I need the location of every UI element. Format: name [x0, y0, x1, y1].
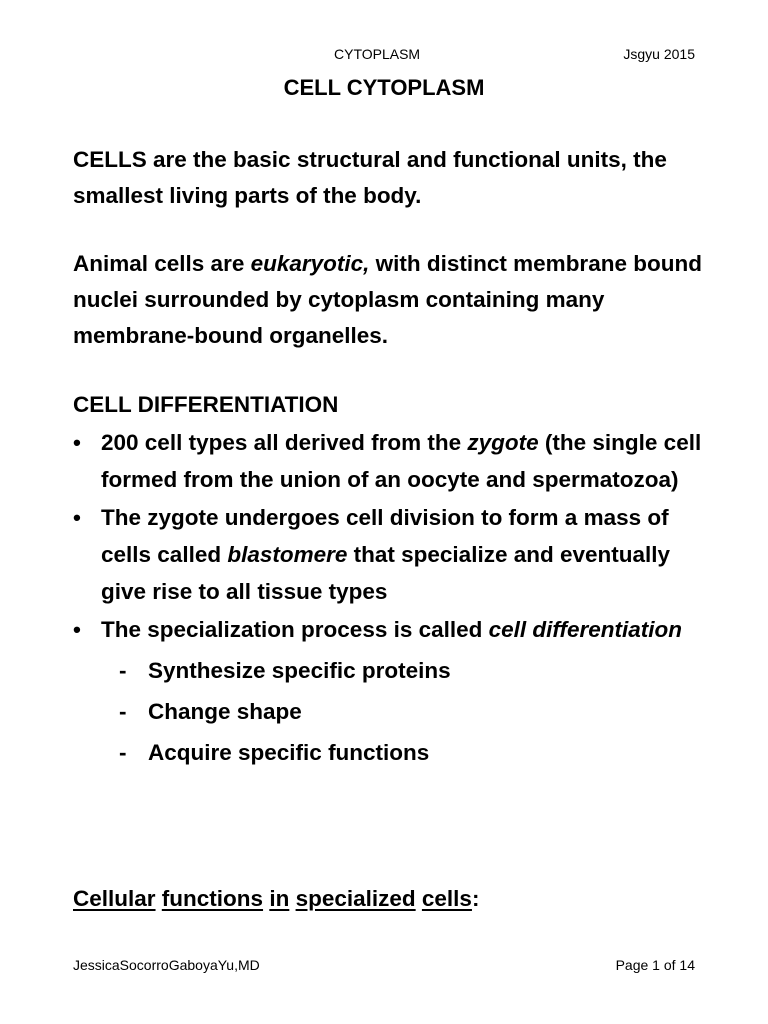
sub-bullet-item: [73, 691, 713, 732]
bullet-glyph: •: [73, 617, 81, 642]
sub-bullet-text: Acquire specific functions: [148, 740, 430, 765]
bullet-item: [73, 611, 713, 648]
sub-bullet-text: Change shape: [148, 699, 302, 724]
paragraph-cells-text: CELLS are the basic structural and functional units, the smallest living parts of the body.: [73, 147, 667, 208]
page-title: CELL CYTOPLASM: [283, 75, 485, 100]
header-title: CYTOPLASM: [334, 46, 421, 62]
paragraph-cells: [73, 142, 713, 214]
dash-glyph: -: [119, 699, 127, 724]
footer-author: JessicaSocorroGaboyaYu,MD: [73, 957, 260, 973]
bullet-glyph: •: [73, 505, 81, 530]
bullet-list: [73, 424, 713, 773]
heading-word: functions: [161, 886, 264, 911]
bullet-text: 200 cell types all derived from the: [101, 430, 468, 455]
term-eukaryotic: eukaryotic,: [250, 251, 370, 276]
heading-colon: :: [471, 886, 480, 911]
heading-word: specialized: [295, 886, 416, 911]
bullet-item: [73, 499, 713, 610]
heading-word: cells: [421, 886, 472, 911]
sub-bullet-list: [73, 650, 713, 773]
header-author-year: Jsgyu 2015: [623, 46, 695, 62]
paragraph-animal-cells-a: Animal cells are: [73, 251, 251, 276]
bullet-text: (the single cell formed from the union of an oocyte and spermatozoa): [101, 430, 702, 492]
section-heading: CELL DIFFERENTIATION: [73, 392, 339, 417]
bullet-glyph: •: [73, 430, 81, 455]
cellular-functions-heading: [73, 881, 479, 917]
bullet-term: cell differentiation: [488, 617, 683, 642]
sub-bullet-item: [73, 650, 713, 691]
dash-glyph: -: [119, 658, 127, 683]
heading-word: in: [269, 886, 290, 911]
dash-glyph: -: [119, 740, 127, 765]
paragraph-animal-cells: [73, 246, 713, 354]
bullet-text: that specialize and eventually give rise to all tissue types: [101, 542, 671, 604]
footer-page-number: Page 1 of 14: [615, 957, 695, 973]
heading-word: Cellular: [73, 886, 156, 911]
bullet-term: zygote: [467, 430, 539, 455]
bullet-text: The specialization process is called: [101, 617, 489, 642]
sub-bullet-text: Synthesize specific proteins: [148, 658, 451, 683]
bullet-term: blastomere: [227, 542, 348, 567]
sub-bullet-item: [73, 732, 713, 773]
bullet-text: The zygote undergoes cell division to form a mass of cells called: [101, 505, 669, 567]
bullet-item: [73, 424, 713, 498]
paragraph-animal-cells-c: with distinct membrane bound nuclei surrounded by cytoplasm containing many membrane-bound organelles.: [73, 251, 702, 348]
